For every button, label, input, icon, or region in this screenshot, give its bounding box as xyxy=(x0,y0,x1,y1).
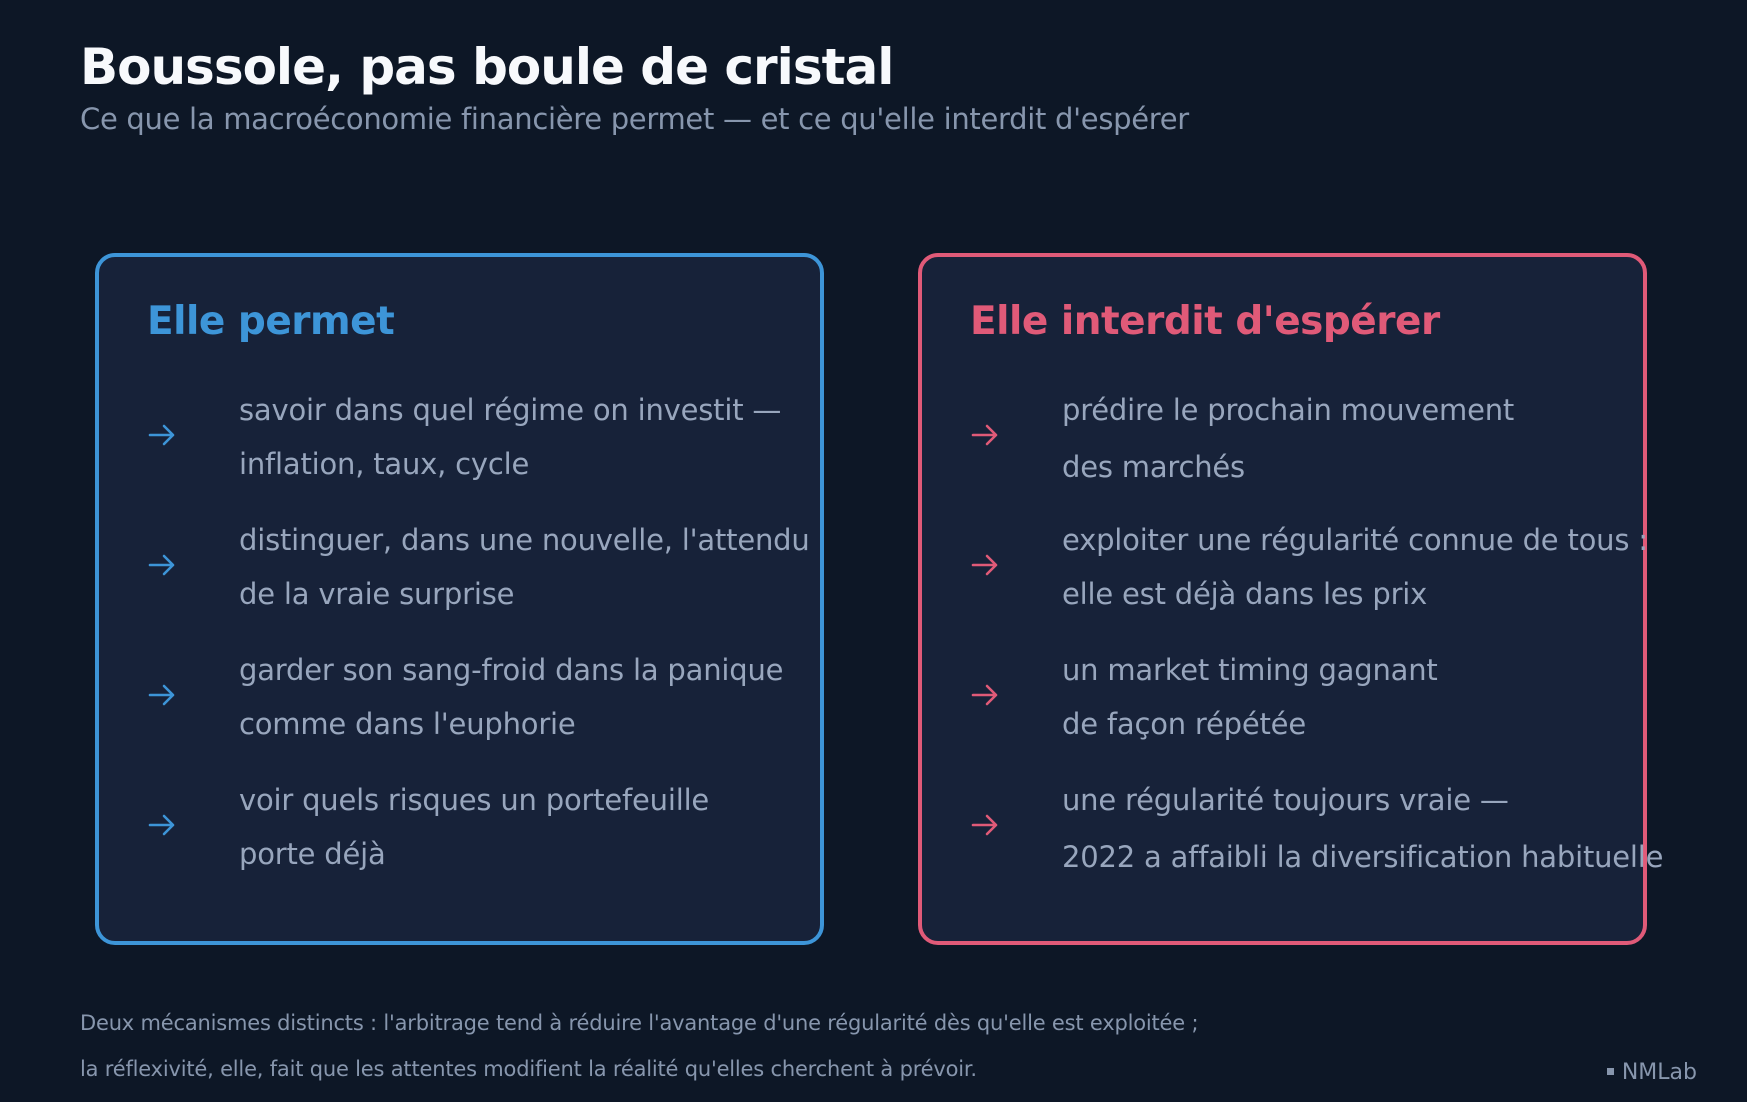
page-title: Boussole, pas boule de cristal xyxy=(80,38,894,96)
arrow-right-icon xyxy=(147,808,177,842)
allows-item-text: voir quels risques un portefeuille porte déjà xyxy=(239,783,710,871)
allows-item xyxy=(147,383,807,493)
arrow-right-icon xyxy=(970,548,1000,582)
brand-label xyxy=(1607,1060,1697,1085)
footnote-line: la réflexivité, elle, fait que les attentes modifient la réalité qu'elles cherchent à prévoir. xyxy=(80,1057,977,1081)
arrow-right-icon xyxy=(970,678,1000,712)
allows-card xyxy=(95,253,824,945)
footnote-line: Deux mécanismes distincts : l'arbitrage tend à réduire l'avantage d'une régularité dès qu'elle est exploitée ; xyxy=(80,1011,1199,1035)
allows-item-text: distinguer, dans une nouvelle, l'attendu de la vraie surprise xyxy=(239,523,810,611)
forbids-item-text: prédire le prochain mouvement des marchés xyxy=(1062,393,1515,484)
arrow-right-icon xyxy=(147,418,177,452)
allows-card-title: Elle permet xyxy=(147,299,395,344)
brand-square-icon xyxy=(1607,1068,1614,1075)
forbids-item xyxy=(970,513,1648,623)
arrow-right-icon xyxy=(147,548,177,582)
forbids-item-text: un market timing gagnant de façon répétée xyxy=(1062,653,1438,741)
forbids-card xyxy=(918,253,1664,945)
allows-item-text: savoir dans quel régime on investit — inflation, taux, cycle xyxy=(239,393,782,481)
forbids-card-title: Elle interdit d'espérer xyxy=(970,299,1440,344)
allows-item xyxy=(147,643,807,753)
footnote xyxy=(80,1000,1198,1092)
forbids-item xyxy=(970,383,1630,493)
arrow-right-icon xyxy=(970,808,1000,842)
page-subtitle: Ce que la macroéconomie financière permet — et ce qu'elle interdit d'espérer xyxy=(80,102,1189,136)
brand-text: NMLab xyxy=(1621,1060,1697,1085)
forbids-item-text: une régularité toujours vraie — 2022 a affaibli la diversification habituelle xyxy=(1062,783,1664,874)
forbids-item xyxy=(970,643,1630,753)
forbids-item xyxy=(970,773,1664,883)
arrow-right-icon xyxy=(147,678,177,712)
allows-item-text: garder son sang-froid dans la panique comme dans l'euphorie xyxy=(239,653,784,741)
forbids-item-text: exploiter une régularité connue de tous : elle est déjà dans les prix xyxy=(1062,523,1648,611)
allows-item xyxy=(147,513,810,623)
arrow-right-icon xyxy=(970,418,1000,452)
allows-item xyxy=(147,773,807,883)
